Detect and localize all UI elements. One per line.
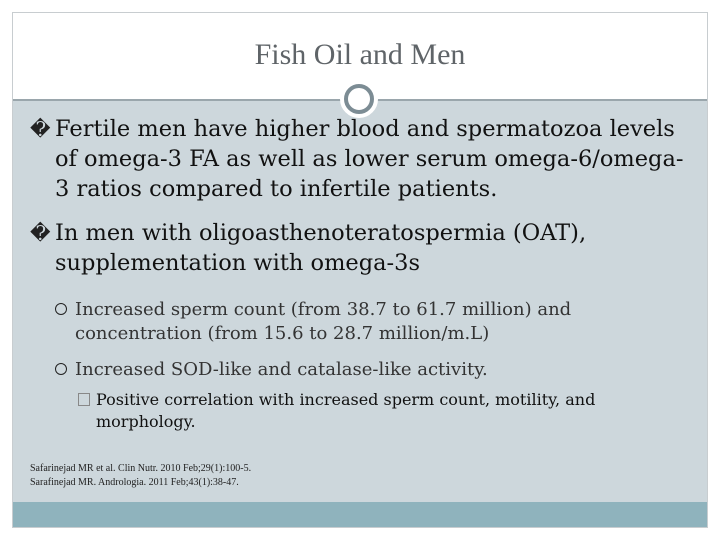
bullet-1-text: Fertile men have higher blood and spermatozoa levels of omega-3 FA as well as lower serum omega-6/omega-3 ratios compared to infertile patients.: [55, 116, 684, 202]
references: [30, 462, 430, 490]
bullet-2: [30, 218, 690, 278]
reference-1: Safarinejad MR et al. Clin Nutr. 2010 Feb;29(1):100-5.: [30, 463, 252, 474]
circle-bullet-icon: [55, 303, 67, 315]
subbullet-2-text: Increased SOD-like and catalase-like activity.: [75, 359, 488, 380]
reference-2: Sarafinejad MR. Andrologia. 2011 Feb;43(1):38-47.: [30, 477, 239, 488]
box-bullet-icon: �: [30, 117, 51, 141]
bullet-1: [30, 114, 690, 204]
subsubbullet-1-text: Positive correlation with increased sperm count, motility, and morphology.: [96, 390, 596, 431]
subbullet-2: [55, 358, 665, 382]
bullet-2-text: In men with oligoasthenoteratospermia (OAT), supplementation with omega-3s: [55, 220, 587, 276]
box-bullet-icon: [78, 393, 90, 406]
slide-title: Fish Oil and Men: [254, 38, 466, 71]
footer-bar: [13, 502, 707, 527]
subbullet-1-text: Increased sperm count (from 38.7 to 61.7 million) and concentration (from 15.6 to 28.7 million/m.L): [75, 299, 572, 344]
subbullet-1: [55, 298, 665, 346]
box-bullet-icon: �: [30, 221, 51, 245]
circle-bullet-icon: [55, 363, 67, 375]
ring-ornament-icon: [344, 84, 374, 114]
subsubbullet-1: [78, 389, 678, 433]
